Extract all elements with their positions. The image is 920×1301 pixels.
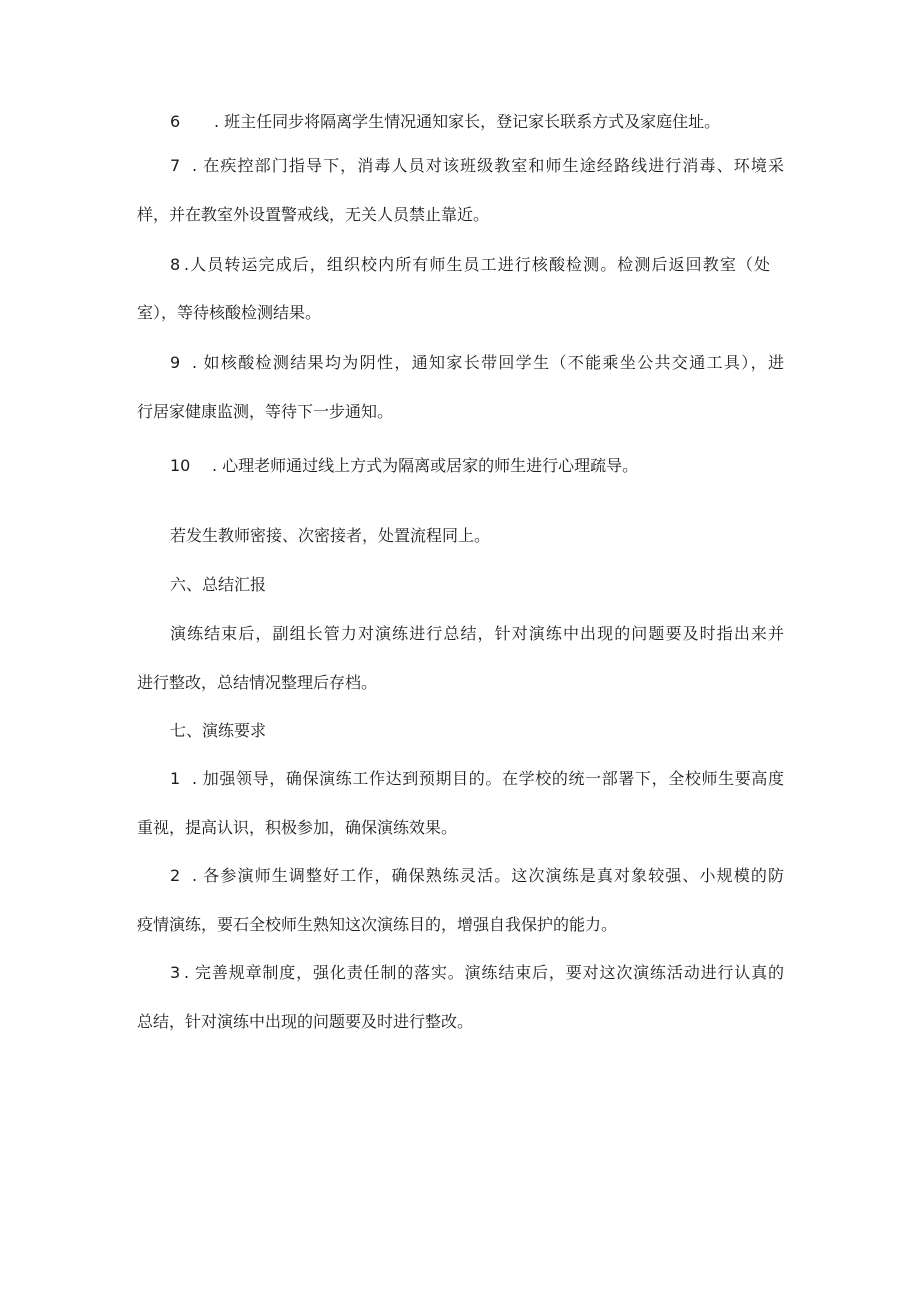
list-item-9-continuation: 行居家健康监测，等待下一步通知。 <box>137 402 394 421</box>
item-text: .人员转运完成后，组织校内所有师生员工进行核酸检测。检测后返回教室（处 <box>184 255 770 274</box>
summary-paragraph-continuation: 进行整改，总结情况整理后存档。 <box>137 673 378 692</box>
list-item-9 <box>170 351 784 375</box>
requirement-item-2-continuation: 疫情演练，要石全校师生熟知这次演练目的，增强自我保护的能力。 <box>137 915 618 934</box>
section-heading-requirements: 七、演练要求 <box>170 721 267 740</box>
list-item-7 <box>170 154 784 178</box>
item-number: 7 <box>170 156 181 175</box>
item-text: . 心理老师通过线上方式为隔离或居家的师生进行心理疏导。 <box>212 456 639 475</box>
list-item-10 <box>170 454 790 478</box>
requirement-item-2 <box>170 864 784 888</box>
list-item-8 <box>170 253 770 277</box>
requirement-item-3 <box>170 961 784 985</box>
item-text: . 在疾控部门指导下，消毒人员对该班级教室和师生途经路线进行消毒、环境采 <box>192 156 784 175</box>
summary-paragraph: 演练结束后，副组长管力对演练进行总结，针对演练中出现的问题要及时指出来并 <box>170 624 784 643</box>
item-number: 9 <box>170 353 181 372</box>
list-item-7-continuation: 样，并在教室外设置警戒线，无关人员禁止靠近。 <box>137 205 490 224</box>
item-number: 10 <box>170 456 191 475</box>
item-number: 8 <box>170 255 181 274</box>
list-item-8-continuation: 室），等待核酸检测结果。 <box>137 303 322 322</box>
item-text: . 如核酸检测结果均为阴性，通知家长带回学生（不能乘坐公共交通工具），进 <box>192 353 784 372</box>
item-text: . 各参演师生调整好工作，确保熟练灵活。这次演练是真对象较强、小规模的防 <box>192 866 784 885</box>
list-item-6 <box>170 110 790 134</box>
requirement-item-3-continuation: 总结，针对演练中出现的问题要及时进行整改。 <box>137 1012 474 1031</box>
item-number: 3 <box>170 963 181 982</box>
requirement-item-1-continuation: 重视，提高认识，积极参加，确保演练效果。 <box>137 818 458 837</box>
section-heading-summary: 六、总结汇报 <box>170 575 267 594</box>
requirement-item-1 <box>170 767 784 791</box>
item-text: . 班主任同步将隔离学生情况通知家长，登记家长联系方式及家庭住址。 <box>214 112 721 131</box>
item-number: 6 <box>170 112 181 131</box>
item-text: . 完善规章制度，强化责任制的落实。演练结束后，要对这次演练活动进行认真的 <box>184 963 784 982</box>
item-number: 1 <box>170 769 181 788</box>
item-text: . 加强领导，确保演练工作达到预期目的。在学校的统一部署下，全校师生要高度 <box>192 769 784 788</box>
note-paragraph: 若发生教师密接、次密接者，处置流程同上。 <box>170 526 491 545</box>
item-number: 2 <box>170 866 181 885</box>
